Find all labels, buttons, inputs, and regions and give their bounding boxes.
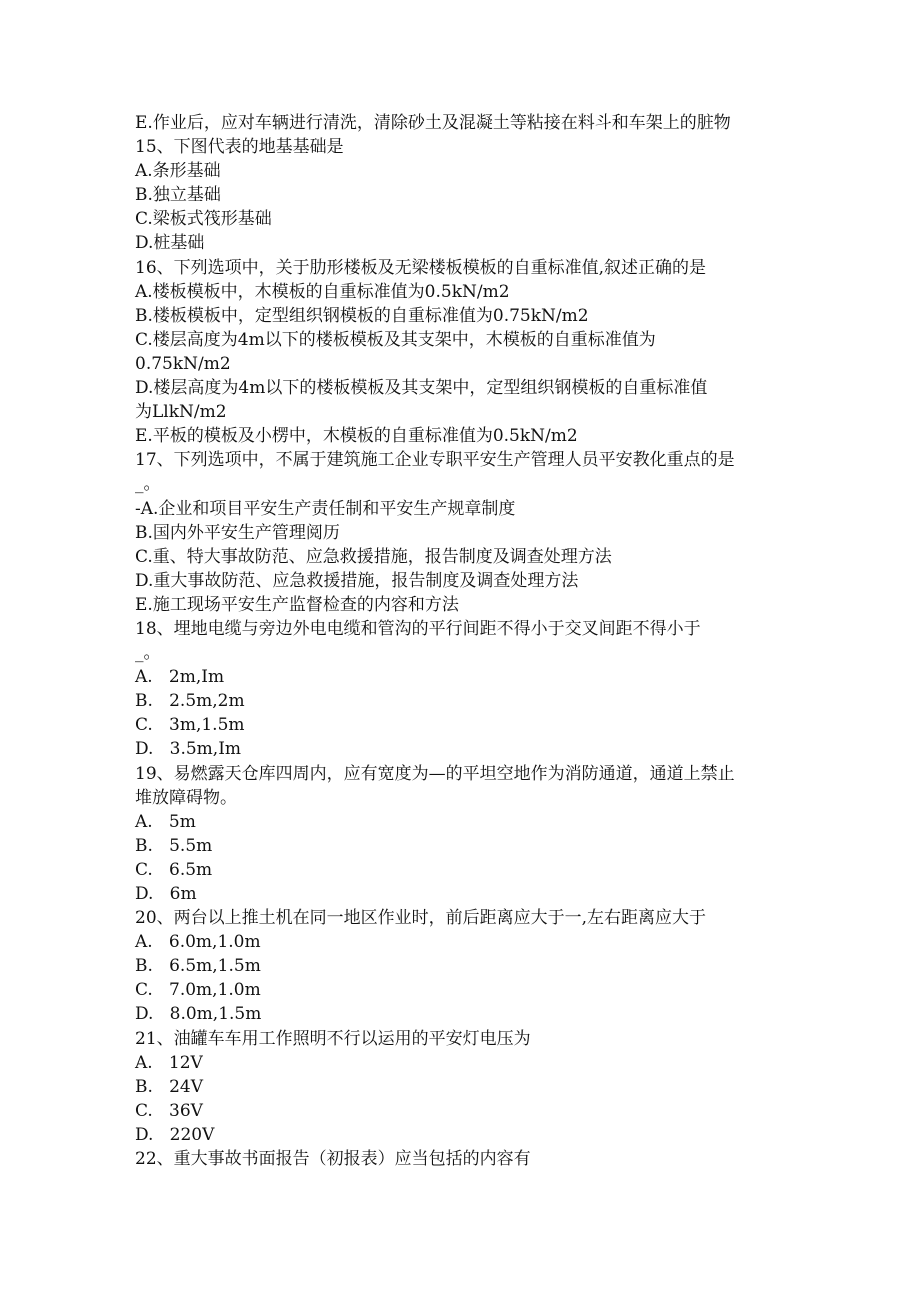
text-line: 20、两台以上推土机在同一地区作业时，前后距离应大于一,左右距离应大于 <box>135 908 707 929</box>
text-line: -A.企业和项目平安生产责任制和平安生产规章制度 <box>135 498 516 519</box>
text-line: D.重大事故防范、应急救援措施，报告制度及调查处理方法 <box>135 570 579 591</box>
text-line: 22、重大事故书面报告（初报表）应当包括的内容有 <box>135 1149 531 1170</box>
text-line: C. 7.0m,1.0m <box>135 980 261 1001</box>
text-line: 15、下图代表的地基基础是 <box>135 137 344 158</box>
text-line: D. 8.0m,1.5m <box>135 1004 262 1025</box>
text-line: 18、埋地电缆与旁边外电电缆和管沟的平行间距不得小于交叉间距不得小于 <box>135 618 701 639</box>
text-line: D.楼层高度为4m以下的楼板模板及其支架中，定型组织钢模板的自重标准值 <box>135 378 708 399</box>
text-line: C.梁板式筏形基础 <box>135 209 272 230</box>
text-line: A. 12V <box>135 1052 203 1073</box>
text-line: A. 5m <box>135 811 196 832</box>
text-line: 0.75kN∕m2 <box>135 353 231 374</box>
text-line: D. 3.5m,Im <box>135 739 242 760</box>
text-line: E.作业后，应对车辆进行清洗，清除砂土及混凝土等粘接在料斗和车架上的脏物 <box>135 113 731 133</box>
text-line: 为LlkN/m2 <box>135 402 227 423</box>
text-line: D. 220V <box>135 1124 215 1145</box>
text-line: C.楼层高度为4m以下的楼板模板及其支架中，木模板的自重标准值为 <box>135 329 656 350</box>
text-line: A.条形基础 <box>135 161 221 182</box>
text-line: A. 6.0m,1.0m <box>135 932 261 953</box>
text-line: E.施工现场平安生产监督检查的内容和方法 <box>135 594 459 615</box>
document-body <box>135 111 795 1171</box>
text-line: A. 2m,Im <box>135 667 225 688</box>
text-line: C.重、特大事故防范、应急救援措施，报告制度及调查处理方法 <box>135 546 612 567</box>
text-line: B. 5.5m <box>135 835 213 856</box>
text-line: B.楼板模板中，定型组织钢模板的自重标准值为0.75kN∕m2 <box>135 305 589 326</box>
text-line: C. 36V <box>135 1100 203 1121</box>
text-line: C. 6.5m <box>135 859 213 880</box>
text-line: 21、油罐车车用工作照明不行以运用的平安灯电压为 <box>135 1028 531 1049</box>
text-line: 19、易燃露天仓库四周内，应有宽度为—的平坦空地作为消防通道，通道上禁止 <box>135 763 735 784</box>
text-line: B. 24V <box>135 1076 204 1097</box>
text-line: B. 6.5m,1.5m <box>135 956 261 977</box>
text-line: B.国内外平安生产管理阅历 <box>135 522 340 543</box>
text-line: _。 <box>135 643 161 664</box>
text-line: E.平板的模板及小楞中，木模板的自重标准值为0.5kN∕m2 <box>135 426 578 447</box>
text-line: B.独立基础 <box>135 185 221 206</box>
text-line: D.桩基础 <box>135 233 205 254</box>
text-line: A.楼板模板中，木模板的自重标准值为0.5kN∕m2 <box>135 281 510 302</box>
text-line: C. 3m,1.5m <box>135 715 245 736</box>
text-line: 堆放障碍物。 <box>135 787 237 808</box>
text-line: B. 2.5m,2m <box>135 691 245 712</box>
text-line: 16、下列选项中，关于肋形楼板及无梁楼板模板的自重标准值,叙述正确的是 <box>135 257 707 278</box>
text-line: _。 <box>135 474 161 495</box>
text-line: D. 6m <box>135 884 197 904</box>
text-line: 17、下列选项中，不属于建筑施工企业专职平安生产管理人员平安教化重点的是 <box>135 450 735 471</box>
